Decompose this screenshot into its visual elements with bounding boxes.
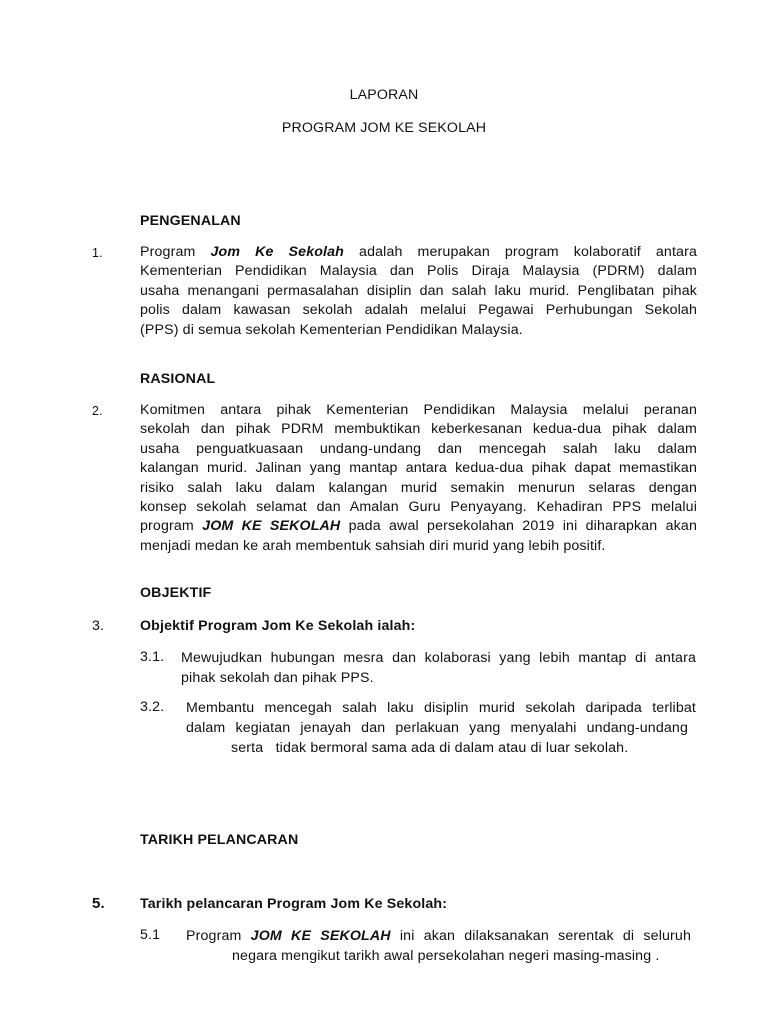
objektif-item-number-3-1: 3.1. [140, 649, 165, 665]
paragraph-line: kalangan murid. Jalinan yang mantap antara kedua-dua pihak dapat memastikan [140, 460, 697, 477]
paragraph-line: Membantu mencegah salah laku disiplin murid sekolah daripada terlibat [186, 700, 696, 716]
program-name-emphasis: JOM KE SEKOLAH [250, 928, 391, 944]
paragraph-line: usaha penguatkuasaan undang-undang dan mencegah salah laku dalam [140, 440, 697, 457]
paragraph-pengenalan [140, 243, 697, 340]
text-run: ini akan dilaksanakan serentak di seluruh [390, 928, 692, 944]
document-title: LAPORAN [349, 87, 419, 103]
section-heading-objektif: OBJEKTIF [140, 585, 212, 601]
paragraph-line: sekolah dan pihak PDRM membuktikan keberkesanan kedua-dua pihak dalam [140, 421, 697, 438]
section-number-1: 1. [92, 246, 103, 260]
paragraph-rasional [140, 401, 697, 556]
section-number-2: 2. [92, 404, 103, 418]
paragraph-line: risiko salah laku dalam kalangan murid semakin menurun selaras dengan [140, 479, 697, 496]
section-heading-pengenalan: PENGENALAN [140, 213, 241, 229]
text-run: Program [140, 244, 211, 260]
text-run: program [140, 518, 203, 535]
paragraph-line: usaha menangani permasalahan disiplin dan salah laku murid. Penglibatan pihak [140, 282, 697, 299]
paragraph-line [140, 517, 697, 536]
section-heading-tarikh-pelancaran: TARIKH PELANCARAN [140, 832, 299, 848]
text-run: pada awal persekolahan 2019 ini diharapkan akan [340, 518, 697, 535]
objektif-intro: Objektif Program Jom Ke Sekolah ialah: [140, 618, 416, 634]
paragraph-line: menjadi medan ke arah membentuk sahsiah diri murid yang lebih positif. [140, 537, 606, 554]
paragraph-line: polis dalam kawasan sekolah adalah melalui Pegawai Perhubungan Sekolah [140, 302, 697, 319]
paragraph-line: negara mengikut tarikh awal persekolahan negeri masing-masing . [232, 948, 660, 964]
paragraph-line: pihak sekolah dan pihak PPS. [181, 670, 374, 686]
section-heading-rasional: RASIONAL [140, 371, 216, 387]
section-number-5: 5. [92, 895, 105, 912]
paragraph-line: Mewujudkan hubungan mesra dan kolaborasi yang lebih mantap di antara [181, 650, 696, 666]
paragraph-line: Komitmen antara pihak Kementerian Pendidikan Malaysia melalui peranan [140, 402, 697, 418]
program-name-emphasis: JOM KE SEKOLAH [202, 518, 341, 535]
text-run: adalah merupakan program kolaboratif antara [344, 244, 698, 260]
program-name-emphasis: Jom Ke Sekolah [210, 244, 345, 260]
objektif-item-3-1 [181, 648, 696, 688]
paragraph-line [186, 926, 691, 946]
text-run: Program [186, 928, 251, 944]
paragraph-line: (PPS) di semua sekolah Kementerian Pendidikan Malaysia. [140, 321, 523, 338]
tarikh-intro: Tarikh pelancaran Program Jom Ke Sekolah: [140, 896, 448, 912]
tarikh-item-number-5-1: 5.1 [140, 927, 161, 943]
tarikh-item-5-1 [186, 926, 691, 966]
objektif-item-3-2 [186, 698, 696, 758]
paragraph-line: konsep sekolah selamat dan Amalan Guru Penyayang. Kehadiran PPS melalui [140, 499, 697, 516]
document-subtitle: PROGRAM JOM KE SEKOLAH [281, 120, 487, 136]
paragraph-line: serta tidak bermoral sama ada di dalam atau di luar sekolah. [231, 740, 629, 756]
paragraph-line [140, 243, 697, 262]
objektif-item-number-3-2: 3.2. [140, 699, 165, 715]
section-number-3: 3. [92, 618, 105, 634]
paragraph-line: Kementerian Pendidikan Malaysia dan Polis Diraja Malaysia (PDRM) dalam [140, 263, 697, 280]
paragraph-line: dalam kegiatan jenayah dan perlakuan yang menyalahi undang-undang [186, 720, 688, 736]
